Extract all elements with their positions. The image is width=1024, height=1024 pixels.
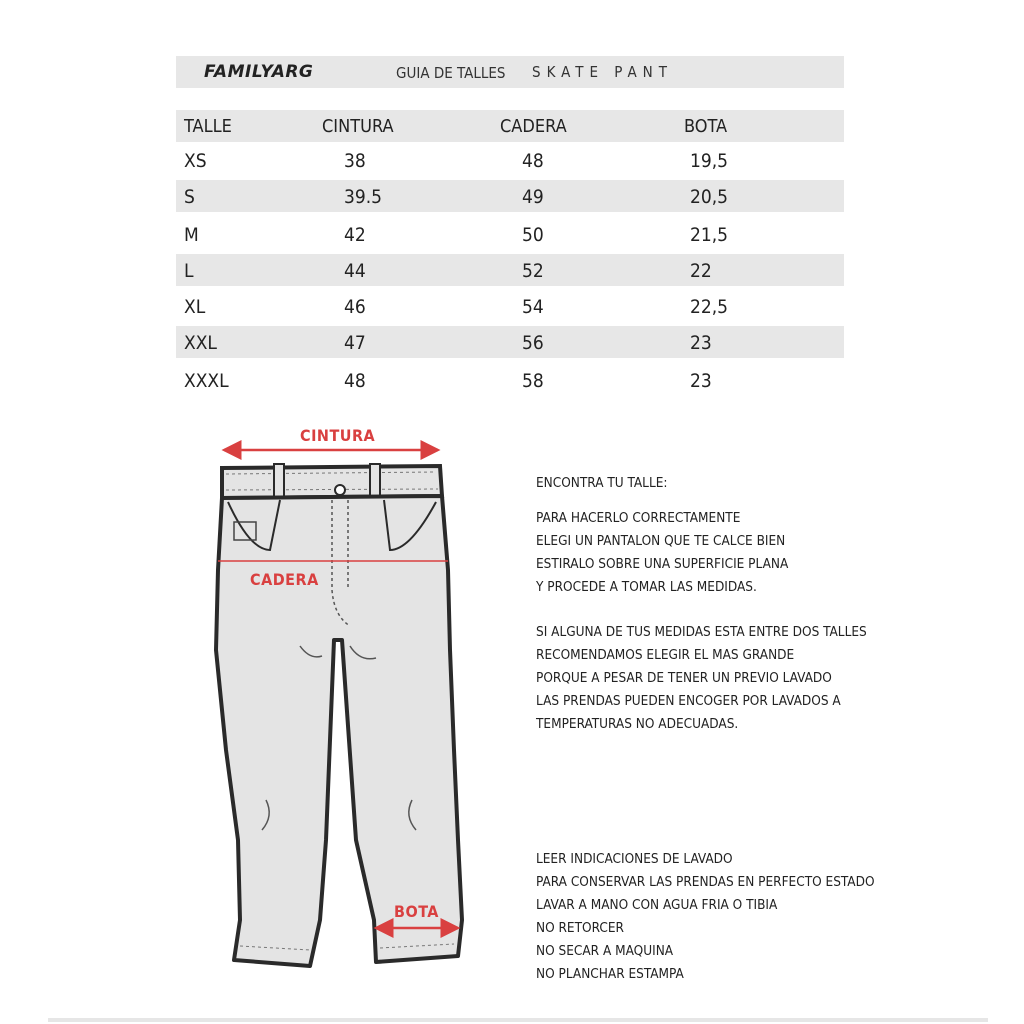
advice-line: LAS PRENDAS PUEDEN ENCOGER POR LAVADOS A	[536, 693, 841, 709]
guide-title: GUIA DE TALLES	[396, 64, 506, 82]
size-cell: XL	[184, 296, 206, 318]
hem-cell: 23	[690, 332, 712, 354]
table-row	[176, 144, 844, 176]
size-cell: XS	[184, 150, 207, 172]
bottom-divider	[48, 1018, 988, 1022]
hip-cell: 56	[522, 332, 544, 354]
size-cell: XXL	[184, 332, 217, 354]
hem-cell: 22,5	[690, 296, 729, 318]
advice-line: RECOMENDAMOS ELEGIR EL MAS GRANDE	[536, 647, 795, 663]
hem-label: BOTA	[394, 902, 439, 921]
pants-diagram	[200, 420, 480, 1000]
care-block	[536, 848, 875, 986]
waist-cell: 44	[344, 260, 366, 282]
hip-cell: 49	[522, 186, 544, 208]
table-row	[176, 290, 844, 322]
size-cell: S	[184, 186, 195, 208]
table-row	[176, 364, 844, 396]
care-title: LEER INDICACIONES DE LAVADO	[536, 851, 733, 867]
column-header-talle: TALLE	[184, 116, 232, 137]
waist-cell: 47	[344, 332, 366, 354]
hip-cell: 48	[522, 150, 544, 172]
hem-cell: 22	[690, 260, 712, 282]
hem-cell: 20,5	[690, 186, 729, 208]
care-line: NO RETORCER	[536, 920, 624, 936]
table-row	[176, 180, 844, 212]
size-cell: XXXL	[184, 370, 229, 392]
hem-cell: 23	[690, 370, 712, 392]
instructions-title: ENCONTRA TU TALLE:	[536, 475, 668, 491]
hip-cell: 54	[522, 296, 544, 318]
size-cell: M	[184, 224, 199, 246]
instruction-line: ESTIRALO SOBRE UNA SUPERFICIE PLANA	[536, 556, 789, 572]
table-row	[176, 218, 844, 250]
hem-cell: 19,5	[690, 150, 729, 172]
table-row	[176, 326, 844, 358]
care-line: LAVAR A MANO CON AGUA FRIA O TIBIA	[536, 897, 778, 913]
instruction-line: Y PROCEDE A TOMAR LAS MEDIDAS.	[536, 579, 757, 595]
waist-cell: 39.5	[344, 186, 383, 208]
hip-cell: 58	[522, 370, 544, 392]
care-line: NO PLANCHAR ESTAMPA	[536, 966, 684, 982]
waist-cell: 38	[344, 150, 366, 172]
header-bar	[176, 56, 844, 88]
hip-cell: 50	[522, 224, 544, 246]
column-header-bota: BOTA	[684, 116, 728, 137]
product-name: SKATE PANT	[532, 63, 674, 81]
instruction-line: PARA HACERLO CORRECTAMENTE	[536, 510, 741, 526]
hip-cell: 52	[522, 260, 544, 282]
care-line: PARA CONSERVAR LAS PRENDAS EN PERFECTO ESTADO	[536, 874, 875, 890]
column-header-cadera: CADERA	[500, 116, 567, 137]
instruction-line: ELEGI UN PANTALON QUE TE CALCE BIEN	[536, 533, 786, 549]
advice-line: SI ALGUNA DE TUS MEDIDAS ESTA ENTRE DOS TALLES	[536, 624, 867, 640]
hem-cell: 21,5	[690, 224, 729, 246]
table-row	[176, 254, 844, 286]
instructions-block	[536, 472, 867, 736]
waist-cell: 42	[344, 224, 366, 246]
care-line: NO SECAR A MAQUINA	[536, 943, 674, 959]
brand-logo: FAMILYARG	[204, 62, 314, 82]
waist-label: CINTURA	[300, 426, 376, 445]
waist-cell: 48	[344, 370, 366, 392]
advice-line: PORQUE A PESAR DE TENER UN PREVIO LAVADO	[536, 670, 832, 686]
size-cell: L	[184, 260, 194, 282]
column-header-cintura: CINTURA	[322, 116, 394, 137]
waist-cell: 46	[344, 296, 366, 318]
advice-line: TEMPERATURAS NO ADECUADAS.	[536, 716, 739, 732]
table-header-row	[176, 110, 844, 142]
hip-label: CADERA	[250, 570, 319, 589]
